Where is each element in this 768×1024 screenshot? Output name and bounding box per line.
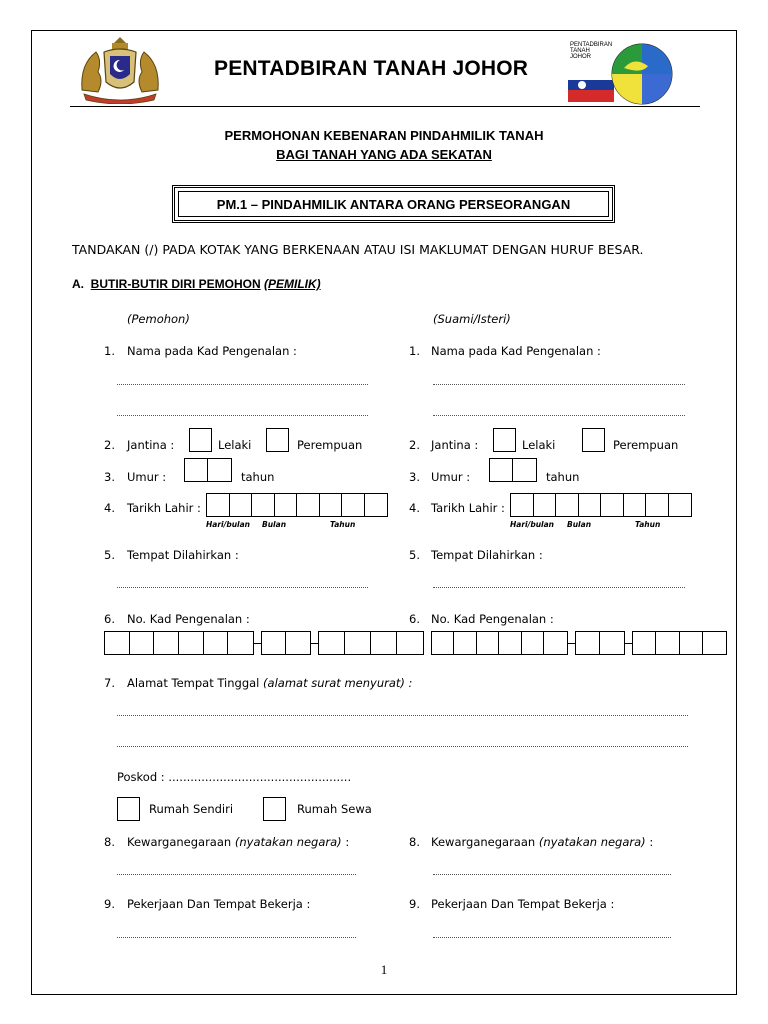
page-number: 1 [380,962,388,977]
age-unit: tahun [241,470,275,484]
ic-dash-1 [254,643,261,644]
occupation-line[interactable] [117,936,356,938]
spouse-field-3-number: 3. [409,470,420,484]
field-5-label: Tempat Dilahirkan : [127,548,239,562]
spouse-field-9-number: 9. [409,897,420,911]
dob-day-caption: Hari/bulan [206,520,251,529]
spouse-ic-dash-2 [625,643,632,644]
gender-female-label: Perempuan [297,438,363,452]
section-a-letter: A. [72,277,84,291]
spouse-occupation-line[interactable] [433,936,671,938]
spouse-field-3-label: Umur : [431,470,471,484]
name-line-1[interactable] [117,383,368,385]
ic-dash-2 [311,643,318,644]
rented-house-label: Rumah Sewa [297,802,372,816]
field-7-number: 7. [104,676,115,690]
postcode-field[interactable] [117,770,351,784]
spouse-age-input[interactable] [489,458,537,482]
own-house-label: Rumah Sendiri [149,802,234,816]
ic-number-part3[interactable] [318,631,424,655]
ic-number-part1[interactable] [104,631,254,655]
header-rule [70,106,700,107]
field-7-label-italic: (alamat surat menyurat) : [263,676,413,690]
spouse-ic-number-part1[interactable] [431,631,568,655]
field-4-number: 4. [104,501,115,515]
field-9-label: Pekerjaan Dan Tempat Bekerja : [127,897,311,911]
field-7-label-text: Alamat Tempat Tinggal [127,676,260,690]
address-line-1[interactable] [117,714,688,716]
gender-male-checkbox[interactable] [189,428,212,452]
form-subtitle: BAGI TANAH YANG ADA SEKATAN [276,147,492,162]
col-right-heading: (Suami/Isteri) [433,312,511,326]
spouse-gender-male-checkbox[interactable] [493,428,516,452]
postcode-label: Poskod : [117,770,165,784]
spouse-ic-number-part3[interactable] [632,631,727,655]
spouse-field-9-label: Pekerjaan Dan Tempat Bekerja : [431,897,615,911]
spouse-field-6-label: No. Kad Pengenalan : [431,612,554,626]
johor-crest-icon [74,34,166,104]
gender-male-label: Lelaki [218,438,252,452]
field-1-label: Nama pada Kad Pengenalan : [127,344,297,358]
form-title: PERMOHONAN KEBENARAN PINDAHMILIK TANAH [224,128,544,143]
section-a-title: BUTIR-BUTIR DIRI PEMOHON [90,277,261,291]
field-2-number: 2. [104,438,115,452]
spouse-dob-input[interactable] [510,493,692,517]
field-5-number: 5. [104,548,115,562]
spouse-field-5-number: 5. [409,548,420,562]
logo-text-line2: TANAH [570,48,590,54]
form-code: PM.1 – PINDAHMILIK ANTARA ORANG PERSEORANGAN [178,191,609,217]
spouse-field-2-number: 2. [409,438,420,452]
section-a-heading [72,277,321,291]
agency-title: PENTADBIRAN TANAH JOHOR [214,57,529,80]
spouse-ic-dash-1 [568,643,575,644]
rented-house-checkbox[interactable] [263,797,286,821]
field-8-label-text: Kewarganegaraan [127,835,232,849]
spouse-name-line-1[interactable] [433,383,685,385]
spouse-gender-female-label: Perempuan [613,438,679,452]
field-6-label: No. Kad Pengenalan : [127,612,250,626]
field-8-label-italic: (nyatakan negara) [234,835,342,849]
dob-month-caption: Bulan [262,520,287,529]
spouse-ic-number-part2[interactable] [575,631,625,655]
col-left-heading: (Pemohon) [127,312,190,326]
field-7-label [127,676,412,690]
field-3-number: 3. [104,470,115,484]
own-house-checkbox[interactable] [117,797,140,821]
spouse-gender-female-checkbox[interactable] [582,428,605,452]
field-8-colon: : [345,835,350,849]
form-code-box [172,185,615,223]
age-input[interactable] [184,458,232,482]
field-9-number: 9. [104,897,115,911]
instruction-text: TANDAKAN (/) PADA KOTAK YANG BERKENAAN ATAU ISI MAKLUMAT DENGAN HURUF BESAR. [72,242,644,257]
spouse-field-2-label: Jantina : [431,438,479,452]
name-line-2[interactable] [117,414,368,416]
ic-number-part2[interactable] [261,631,311,655]
citizenship-line[interactable] [117,873,356,875]
address-line-2[interactable] [117,745,688,747]
spouse-field-4-number: 4. [409,501,420,515]
spouse-field-6-number: 6. [409,612,420,626]
spouse-dob-year-caption: Tahun [635,520,661,529]
spouse-dob-month-caption: Bulan [567,520,592,529]
section-a-title-italic: (PEMILIK) [264,277,321,291]
field-8-number: 8. [104,835,115,849]
field-3-label: Umur : [127,470,167,484]
dob-input[interactable] [206,493,388,517]
spouse-age-unit: tahun [546,470,580,484]
gender-female-checkbox[interactable] [266,428,289,452]
spouse-name-line-2[interactable] [433,414,685,416]
logo-text-line1: PENTADBIRAN [570,42,613,48]
spouse-gender-male-label: Lelaki [522,438,556,452]
dob-year-caption: Tahun [330,520,356,529]
pentadbiran-tanah-johor-logo-icon [566,38,690,106]
birthplace-line[interactable] [117,586,368,588]
spouse-field-8-label [431,835,653,849]
spouse-field-1-number: 1. [409,344,420,358]
spouse-field-1-label: Nama pada Kad Pengenalan : [431,344,601,358]
field-4-label: Tarikh Lahir : [127,501,201,515]
spouse-field-8-colon: : [649,835,654,849]
spouse-citizenship-line[interactable] [433,873,671,875]
field-6-number: 6. [104,612,115,626]
field-8-label [127,835,349,849]
spouse-field-8-number: 8. [409,835,420,849]
spouse-birthplace-line[interactable] [433,586,685,588]
field-1-number: 1. [104,344,115,358]
spouse-field-8-label-italic: (nyatakan negara) [538,835,646,849]
spouse-dob-day-caption: Hari/bulan [510,520,555,529]
field-2-label: Jantina : [127,438,175,452]
logo-text-line3: JOHOR [570,54,591,60]
spouse-field-4-label: Tarikh Lahir : [431,501,505,515]
spouse-field-5-label: Tempat Dilahirkan : [431,548,543,562]
postcode-dots: .................................................. [168,770,352,784]
spouse-field-8-label-text: Kewarganegaraan [431,835,536,849]
